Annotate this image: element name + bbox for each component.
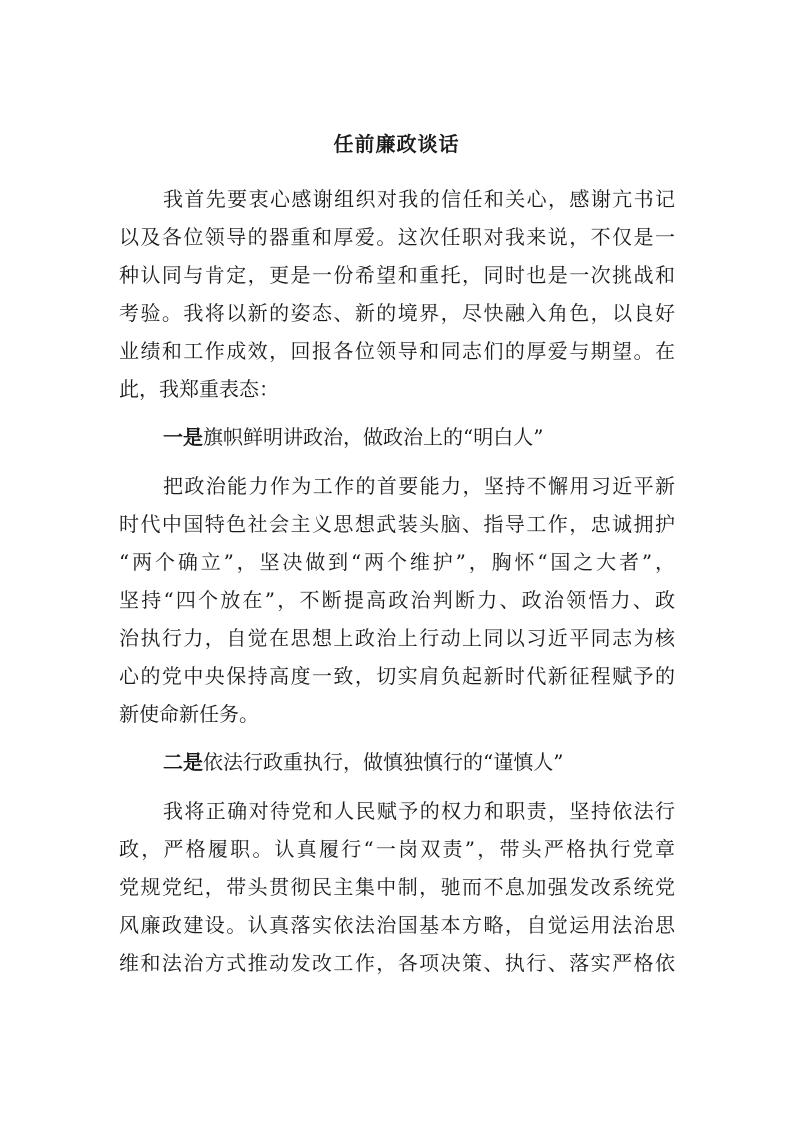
section2-heading <box>163 743 675 781</box>
section1-line: “两个确立”，坚决做到“两个维护”，胸怀“国之大者”， <box>119 550 675 574</box>
intro-line: 考验。我将以新的姿态、新的境界，尽快融入角色，以良好 <box>119 301 675 325</box>
section1-lead: 一是 <box>163 425 203 449</box>
section2-line: 我将正确对待党和人民赋予的权力和职责，坚持依法行 <box>163 799 675 823</box>
intro-line: 种认同与肯定，更是一份希望和重托，同时也是一次挑战和 <box>119 263 675 287</box>
section1-heading <box>163 418 675 456</box>
document-title: 任前廉政谈话 <box>333 132 460 156</box>
section2-line: 维和法治方式推动发改工作，各项决策、执行、落实严格依 <box>119 951 675 975</box>
section1-line: 时代中国特色社会主义思想武装头脑、指导工作，忠诚拥护 <box>119 512 675 536</box>
section2-lead: 二是 <box>163 750 203 774</box>
section2-line: 风廉政建设。认真落实依法治国基本方略，自觉运用法治思 <box>119 913 675 937</box>
section1-line: 新使命新任务。 <box>119 702 259 726</box>
section1-line: 坚持“四个放在”，不断提高政治判断力、政治领悟力、政 <box>119 588 675 612</box>
intro-line: 以及各位领导的器重和厚爱。这次任职对我来说，不仅是一 <box>119 225 675 249</box>
intro-line: 业绩和工作成效，回报各位领导和同志们的厚爱与期望。在 <box>119 339 675 363</box>
section2-line: 党规党纪，带头贯彻民主集中制，驰而不息加强发改系统党 <box>119 875 675 899</box>
section2-heading-text: 依法行政重执行，做慎独慎行的“谨慎人” <box>203 750 564 774</box>
intro-line: 此，我郑重表态： <box>119 377 279 401</box>
section2-line: 政，严格履职。认真履行“一岗双责”，带头严格执行党章 <box>119 837 675 861</box>
section1-line: 治执行力，自觉在思想上政治上行动上同以习近平同志为核 <box>119 626 675 650</box>
section1-line: 把政治能力作为工作的首要能力，坚持不懈用习近平新 <box>163 474 675 498</box>
section1-line: 心的党中央保持高度一致，切实肩负起新时代新征程赋予的 <box>119 664 675 688</box>
intro-line: 我首先要衷心感谢组织对我的信任和关心，感谢亢书记 <box>163 187 675 211</box>
section1-heading-text: 旗帜鲜明讲政治，做政治上的“明白人” <box>203 425 544 449</box>
